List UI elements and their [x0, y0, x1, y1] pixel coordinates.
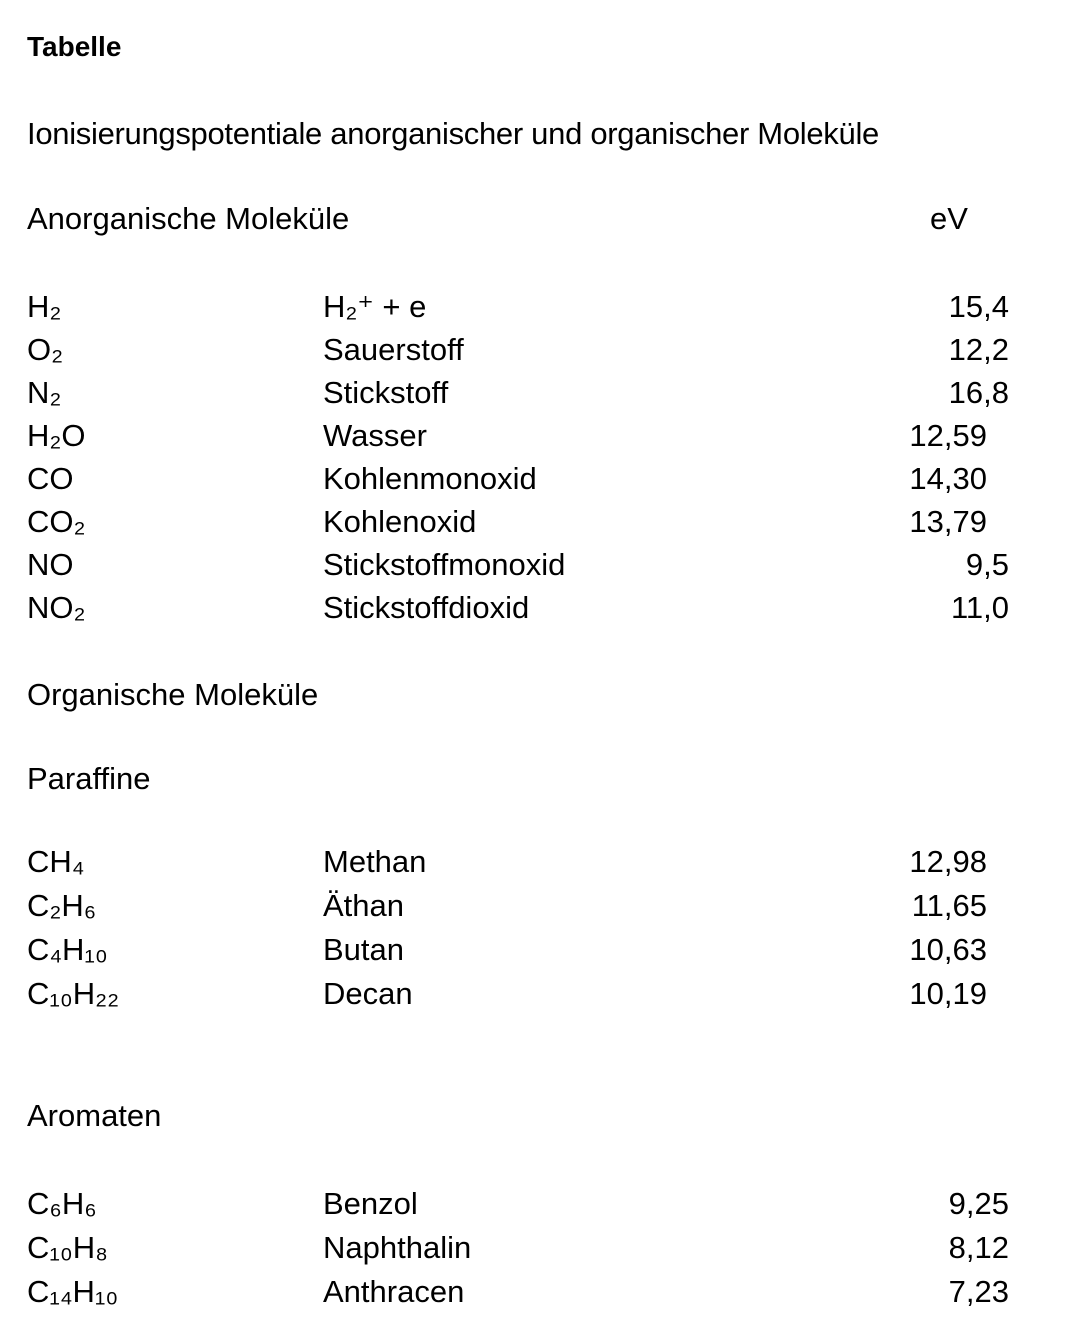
value-cell: 12,2 — [948, 332, 1009, 367]
value-cell: 15,4 — [948, 289, 1009, 324]
name-cell: Kohlenoxid — [323, 504, 477, 539]
table-row — [0, 1182, 1091, 1226]
table-row — [0, 884, 1091, 928]
value-cell: 9,5 — [965, 547, 1009, 582]
value-cell: 10,63 — [909, 932, 987, 967]
table-caption: Ionisierungspotentiale anorganischer und organischer Moleküle — [27, 116, 879, 151]
value-cell: 9,25 — [948, 1186, 1009, 1221]
formula-cell: C₁₀H₂₂ — [27, 976, 120, 1011]
table-row — [0, 586, 1091, 629]
name-cell: Decan — [323, 976, 413, 1011]
table-row — [0, 371, 1091, 414]
value-cell: 11,65 — [911, 888, 987, 923]
formula-cell: CO — [27, 461, 74, 496]
table-row — [0, 1226, 1091, 1270]
formula-cell: C₆H₆ — [27, 1186, 97, 1221]
formula-cell: N₂ — [27, 375, 62, 410]
paraffine-table — [0, 840, 1091, 1016]
value-cell: 16,8 — [948, 375, 1009, 410]
formula-cell: C₄H₁₀ — [27, 932, 108, 967]
formula-cell: NO — [27, 547, 74, 582]
value-cell: 12,59 — [909, 418, 987, 453]
name-cell: Sauerstoff — [323, 332, 464, 367]
table-row — [0, 328, 1091, 371]
name-cell: Stickstoffdioxid — [323, 590, 530, 625]
aromaten-table — [0, 1182, 1091, 1314]
section-heading-anorganisch: Anorganische Moleküle — [27, 201, 350, 236]
table-row — [0, 457, 1091, 500]
value-cell: 12,98 — [909, 844, 987, 879]
value-cell: 11,0 — [950, 590, 1009, 625]
value-cell: 14,30 — [909, 461, 987, 496]
name-cell: Anthracen — [323, 1274, 465, 1309]
name-cell: Stickstoffmonoxid — [323, 547, 566, 582]
table-row — [0, 840, 1091, 884]
formula-cell: O₂ — [27, 332, 64, 367]
table-row — [0, 928, 1091, 972]
formula-cell: NO₂ — [27, 590, 86, 625]
formula-cell: H₂ — [27, 289, 62, 324]
value-cell: 8,12 — [948, 1230, 1009, 1265]
name-cell: Kohlenmonoxid — [323, 461, 537, 496]
formula-cell: C₁₀H₈ — [27, 1230, 108, 1265]
table-row — [0, 1270, 1091, 1314]
anorganisch-table — [0, 285, 1091, 629]
document-title: Tabelle — [27, 31, 122, 62]
formula-cell: C₁₄H₁₀ — [27, 1274, 119, 1309]
subsection-heading-paraffine: Paraffine — [27, 761, 151, 796]
name-cell: Äthan — [323, 888, 405, 923]
table-row — [0, 285, 1091, 328]
section-heading-organisch: Organische Moleküle — [27, 677, 319, 712]
value-cell: 7,23 — [948, 1274, 1009, 1309]
formula-cell: H₂O — [27, 418, 86, 453]
formula-cell: CO₂ — [27, 504, 86, 539]
name-cell: H₂⁺ + e — [323, 289, 427, 324]
formula-cell: C₂H₆ — [27, 888, 97, 923]
name-cell: Benzol — [323, 1186, 418, 1221]
unit-column-header: eV — [930, 201, 968, 236]
table-row — [0, 543, 1091, 586]
formula-cell: CH₄ — [27, 844, 85, 879]
table-row — [0, 500, 1091, 543]
value-cell: 10,19 — [909, 976, 987, 1011]
table-row — [0, 414, 1091, 457]
name-cell: Methan — [323, 844, 427, 879]
name-cell: Stickstoff — [323, 375, 449, 410]
value-cell: 13,79 — [909, 504, 987, 539]
name-cell: Naphthalin — [323, 1230, 472, 1265]
name-cell: Wasser — [323, 418, 427, 453]
name-cell: Butan — [323, 932, 405, 967]
table-row — [0, 972, 1091, 1016]
subsection-heading-aromaten: Aromaten — [27, 1098, 162, 1133]
